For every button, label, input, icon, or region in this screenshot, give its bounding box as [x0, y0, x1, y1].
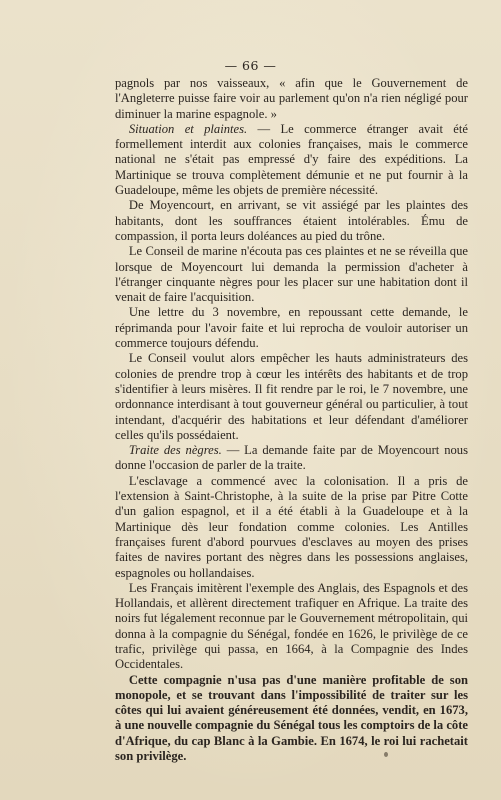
paragraph-continuation — [115, 76, 468, 122]
body-text — [115, 76, 468, 764]
paragraph-text: pagnols par nos vaisseaux, « afin que le Gouvernement de l'Angleterre puisse faire voir au parlement qu'on n'a rien négligé pour diminuer la marine espagnole. » — [115, 76, 468, 121]
paragraph-traite-des-negres — [115, 443, 468, 474]
paragraph-text: — Le commerce étranger avait été formellement interdit aux colonies françaises, mais le commerce national ne s'était pas empressé d'y faire des expéditions. La Martinique se trouva complètement démunie et ne put fournir à la Guadeloupe, même les objets de première nécessité. — [115, 121, 468, 198]
section-heading-traite: Traite des nègres. — [128, 443, 222, 458]
paper-speck — [384, 752, 388, 757]
paragraph-esclavage — [115, 474, 468, 581]
paragraph-text: De Moyencourt, en arrivant, se vit assiégé par les plaintes des habitants, dont les souffrances étaient intolérables. Ému de compassion, il porta leurs doléances au pied du trône. — [115, 198, 468, 243]
paragraph-text: Le Conseil voulut alors empêcher les hauts administrateurs des colonies de prendre trop à cœur les intérêts des habitants et de trop s'identifier à leurs misères. Il fit rendre par le roi, le 7 novembre, une ordonnance interdisant à tout gouverneur général ou particulier, à tout intendant, d'acquérir des habitations et leur défendant d'améliorer celles qu'ils possédaient. — [115, 351, 468, 442]
paragraph-conseil-voulut — [115, 351, 468, 443]
paragraph-conseil-de-marine — [115, 244, 468, 305]
paragraph-situation-et-plaintes — [115, 122, 468, 198]
paragraph-text: — La demande faite par de Moyencourt nous donne l'occasion de parler de la traite. — [115, 443, 468, 473]
paragraph-francais — [115, 581, 468, 673]
paragraph-compagnie — [115, 673, 468, 765]
paragraph-lettre — [115, 305, 468, 351]
paragraph-de-moyencourt — [115, 198, 468, 244]
paragraph-text: Une lettre du 3 novembre, en repoussant cette demande, le réprimanda pour l'avoir faite et lui reprocha de vouloir autoriser un commerce toujours défendu. — [115, 305, 468, 351]
page-number: — 66 — — [224, 58, 277, 73]
paragraph-text: Les Français imitèrent l'exemple des Anglais, des Espagnols et des Hollandais, et allèrent directement trafiquer en Afrique. La traite des noirs fut légalement reconnue par le Gouvernement métropolitain, qui donna à la compagnie du Sénégal, fondée en 1626, le privilège de ce trafic, privilège qui passa, en 1664, à la Compagnie des Indes Occidentales. — [115, 580, 468, 672]
section-heading-situation: Situation et plaintes. — [128, 121, 248, 136]
paragraph-text: Le Conseil de marine n'écouta pas ces plaintes et ne se réveilla que lorsque de Moyencourt lui demanda la permission d'acheter à l'étranger cinquante nègres pour les placer sur une habitation dont il venait de faire l'acquisition. — [115, 244, 468, 305]
paragraph-text: L'esclavage a commencé avec la colonisation. Il a pris de l'extension à Saint-Christophe, à la suite de la prise par Pitre Cotte d'un galion espagnol, et il a été établi à la Guadeloupe et à la Martinique dès leur fondation comme colonies. Les Antilles françaises furent d'abord pourvues d'esclaves au moyen des prises faites de navires portant des nègres dans les possessions anglaises, espagnoles ou hollandaises. — [115, 473, 468, 580]
paragraph-text: Cette compagnie n'usa pas d'une manière profitable de son monopole, et se trouvant dans l'impossibilité de traiter sur les côtes qui lui avaient généreusement été données, vendit, en 1673, à une nouvelle compagnie du Sénégal tous les comptoirs de la côte d'Afrique, du cap Blanc à la Gambie. En 1674, le roi lui rachetait son privilège. — [115, 672, 468, 764]
